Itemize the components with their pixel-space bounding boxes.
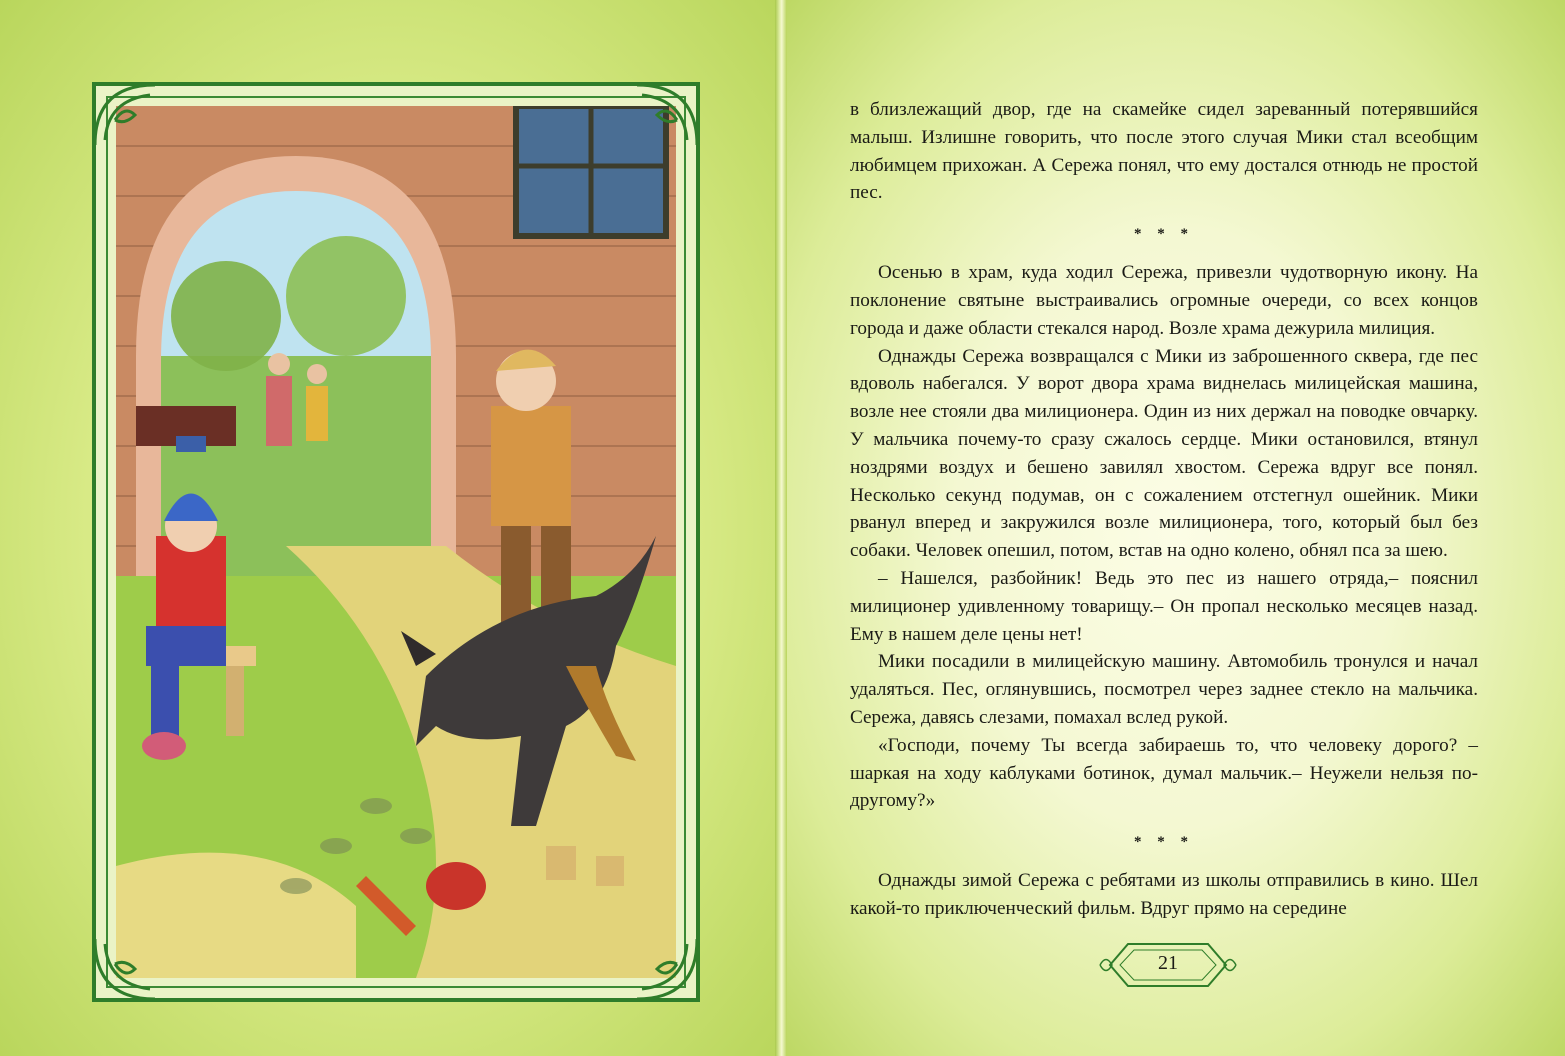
page-number-ornament bbox=[1098, 936, 1238, 994]
sand-bucket-icon bbox=[426, 862, 486, 910]
section-separator: * * * bbox=[1134, 834, 1194, 851]
ornament-corner-icon bbox=[632, 934, 702, 1004]
book-gutter bbox=[775, 0, 787, 1056]
page-number: 21 bbox=[1158, 952, 1178, 974]
ornament-corner-icon bbox=[90, 934, 160, 1004]
paragraph: Однажды зимой Сережа с ребятами из школы отправились в кино. Шел какой-то приключенческий фильм. Вдруг прямо на середине bbox=[850, 870, 1478, 919]
illustration-scene bbox=[116, 106, 676, 978]
paragraph: «Господи, почему Ты всегда забираешь то, что человеку дорого? – шаркая на ходу каблуками ботинок, думал мальчик.– Неужели нельзя по-другому?» bbox=[850, 734, 1478, 812]
boy-icon bbox=[491, 406, 571, 526]
sand-castle-icon bbox=[546, 846, 576, 880]
book-illustration-icon bbox=[116, 106, 676, 978]
paragraph: Однажды Сережа возвращался с Мики из заброшенного сквера, где пес вдоволь набегался. У ворот двора храма виднелась милицейская машина, возле нее стояли два милиционера. Один из них держал на поводке овчарку. У мальчика почему-то сразу сжалось сердце. Мики остановился, втянул ноздрями воздух и бешено завилял хвостом. Сережа вдруг все понял. Несколько секунд подумав, он с сожалением отстегнул ошейник. Мики рванул вперед и закружился возле милиционера, того, который был без собаки. Человек опешил, потом, встав на одно колено, обнял пса за шею. bbox=[850, 345, 1478, 562]
ornament-corner-icon bbox=[90, 80, 160, 150]
paragraph: – Нашелся, разбойник! Ведь это пес из нашего отряда,– пояснил милиционер удивленному товарищу.– Он пропал несколько месяцев назад. Ему в нашем деле цены нет! bbox=[850, 567, 1478, 645]
paragraph: Мики посадили в милицейскую машину. Автомобиль тронулся и начал удаляться. Пес, оглянувшись, посмотрел через заднее стекло на мальчика. Сережа, давясь слезами, помахал вслед рукой. bbox=[850, 651, 1478, 728]
ornament-corner-icon bbox=[632, 80, 702, 150]
section-separator: * * * bbox=[1134, 226, 1194, 243]
paragraph: Осенью в храм, куда ходил Сережа, привезли чудотворную икону. На поклонение святыне выстраивались огромные очереди, со всех концов города и даже области стекался народ. Возле храма дежурила милиция. bbox=[850, 262, 1478, 339]
paragraph: в близлежащий двор, где на скамейке сидел зареванный потерявшийся малыш. Излишне говорить, что после этого случая Мики стал всеобщим любимцем прихожан. А Сережа понял, что ему достался отнюдь не простой пес. bbox=[850, 99, 1478, 204]
page-text bbox=[850, 96, 1478, 923]
illustration-frame bbox=[92, 82, 700, 1002]
